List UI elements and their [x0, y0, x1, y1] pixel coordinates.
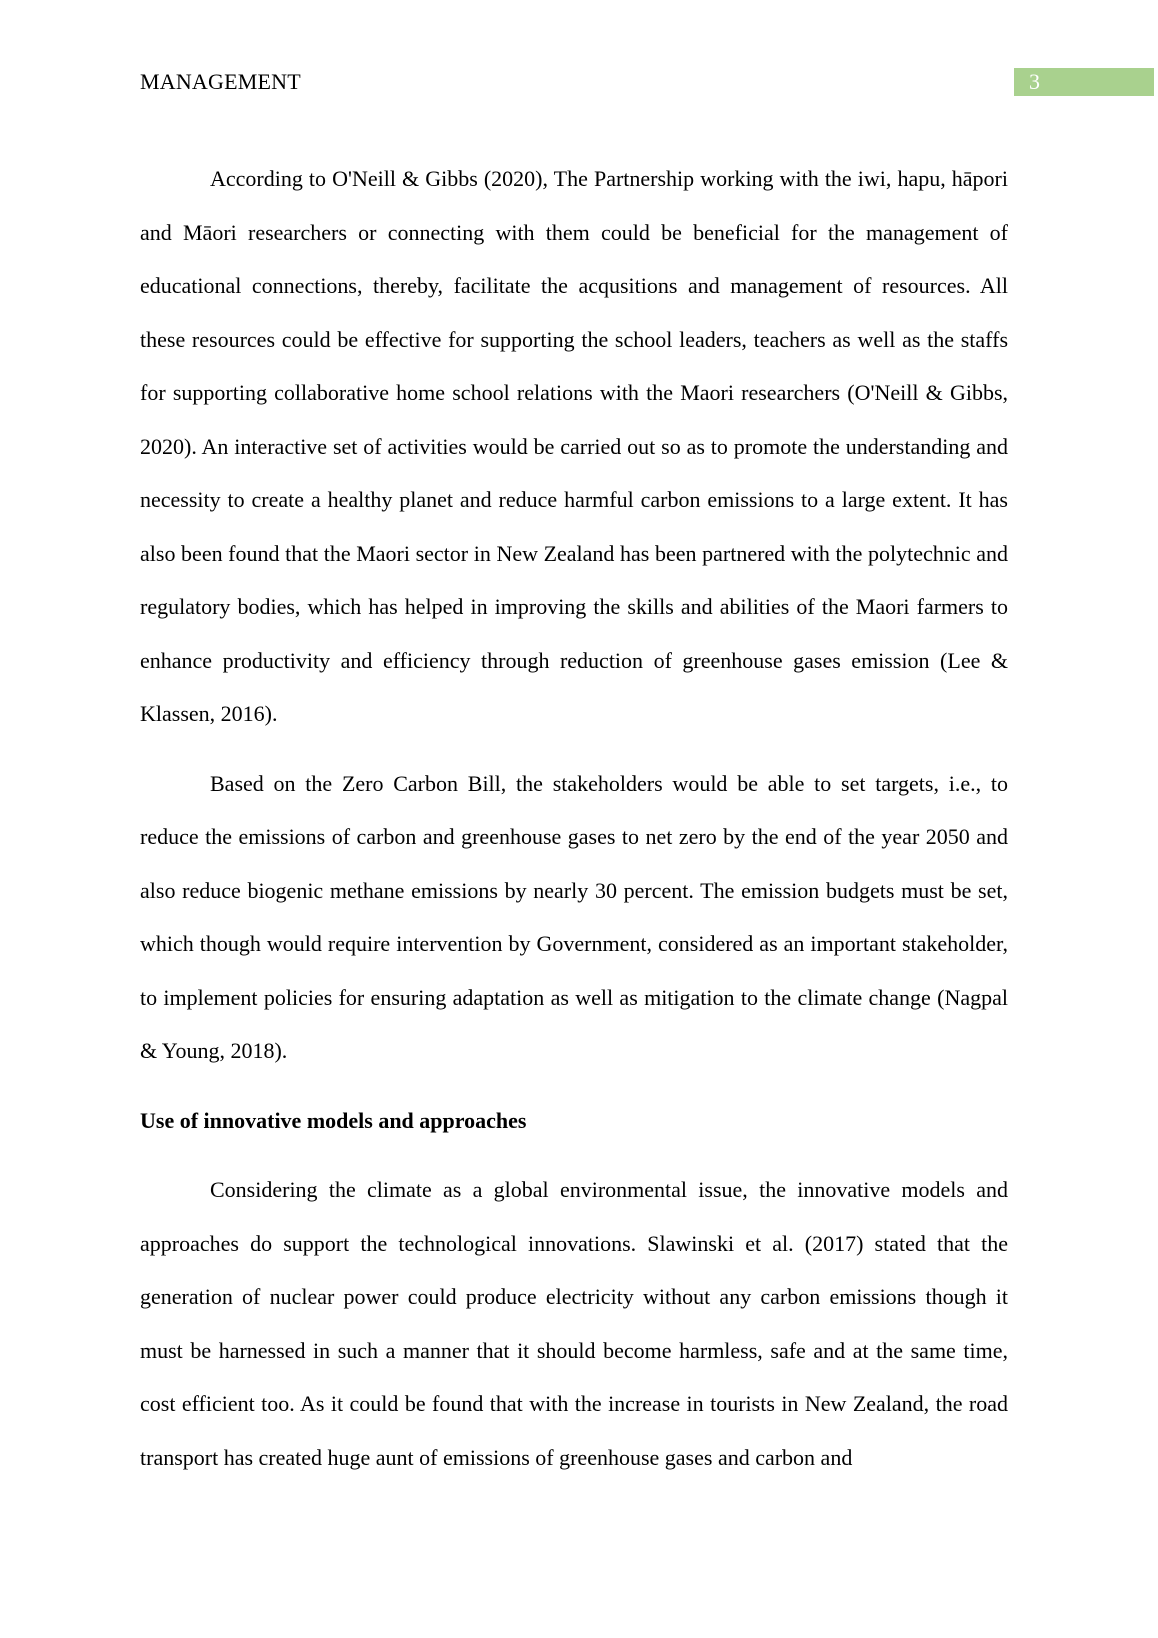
running-header-title: MANAGEMENT: [140, 69, 301, 94]
paragraph: Based on the Zero Carbon Bill, the stakeholders would be able to set targets, i.e., to reduce the emissions of carbon and greenhouse gases to net zero by the end of the year 2050 and also reduce biogenic methane emissions by nearly 30 percent. The emission budgets must be set, which though would require intervention by Government, considered as an important stakeholder, to implement policies for ensuring adaptation as well as mitigation to the climate change (Nagpal & Young, 2018).: [140, 770, 1008, 1063]
paragraph: According to O'Neill & Gibbs (2020), The Partnership working with the iwi, hapu, hāpori and Māori researchers or connecting with them could be beneficial for the management of educational connections, thereby, facilitate the acqusitions and management of resources. All these resources could be effective for supporting the school leaders, teachers as well as the staffs for supporting collaborative home school relations with the Maori researchers (O'Neill & Gibbs, 2020). An interactive set of activities would be carried out so as to promote the understanding and necessity to create a healthy planet and reduce harmful carbon emissions to a large extent. It has also been found that the Maori sector in New Zealand has been partnered with the polytechnic and regulatory bodies, which has helped in improving the skills and abilities of the Maori farmers to enhance productivity and efficiency through reduction of greenhouse gases emission (Lee & Klassen, 2016).: [140, 166, 1008, 726]
page-number-box: [1014, 68, 1154, 96]
document-body: [140, 152, 1008, 1500]
paragraph: Considering the climate as a global environmental issue, the innovative models and approaches do support the technological innovations. Slawinski et al. (2017) stated that the generation of nuclear power could produce electricity without any carbon emissions though it must be harnessed in such a manner that it should become harmless, safe and at the same time, cost efficient too. As it could be found that with the increase in tourists in New Zealand, the road transport has created huge aunt of emissions of greenhouse gases and carbon and: [140, 1177, 1008, 1470]
section-heading: Use of innovative models and approaches: [140, 1107, 527, 1133]
page-number: 3: [1029, 69, 1040, 94]
